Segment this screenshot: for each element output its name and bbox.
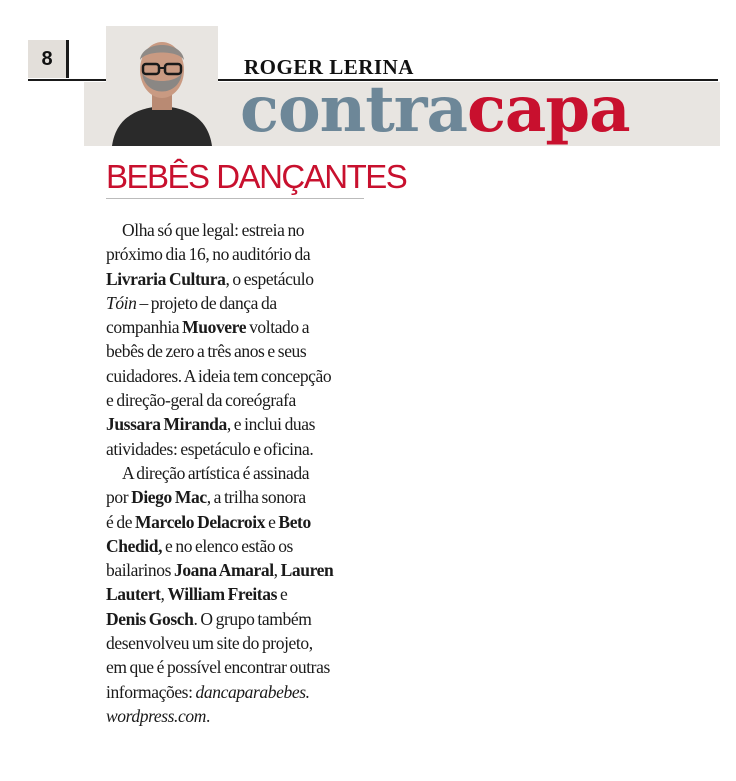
article-text: Livraria Cultura [106,268,226,289]
article-text: Lauren [280,560,334,581]
article-text: . [205,705,210,726]
article-text: Muovere [182,317,247,338]
article-line [106,558,366,582]
article-text: A direção artística é assinada [122,462,310,483]
article-line [106,485,366,509]
article-body [106,218,366,728]
headline: BEBÊS DANÇANTES [106,158,407,195]
article-text: , a trilha sonora [206,487,306,508]
article-line [106,631,366,655]
article-line [106,582,366,606]
section-title-part2: capa [466,72,630,147]
article-line [106,680,366,704]
article-line [106,534,366,558]
article-line [106,218,366,242]
article-text: próximo dia 16, no auditório da [106,244,311,265]
article-text: bebês de zero a três anos e seus [106,341,307,362]
article-line [106,510,366,534]
article-text: Olha só que legal: estreia no [122,220,305,240]
article-line [106,315,366,339]
article-text: e [277,584,288,605]
article-text: e [265,511,279,532]
article-line [106,242,366,266]
article-text: companhia [106,317,183,338]
article-text: atividades: espetáculo e oficina. [106,438,314,459]
article-text: Tóin [106,292,137,313]
article-text: wordpress.com [106,705,206,726]
article-line [106,364,366,388]
author-portrait [106,26,218,146]
article-text: . O grupo também [193,608,312,629]
article-line [106,461,366,485]
article-text: , [273,560,281,581]
article-text: informações: [106,681,196,702]
article-line [106,607,366,631]
article-line [106,655,366,679]
article-line [106,339,366,363]
article-text: Denis Gosch [106,608,194,629]
article-text: , e inclui duas [226,414,316,435]
headline-rule [106,198,364,199]
article-text: Jussara Miranda [106,414,227,435]
article-text: Lautert [106,584,161,605]
section-title-part1: contra [240,72,467,147]
article-line [106,704,366,728]
article-text: bailarinos [106,560,174,581]
article-line [106,437,366,461]
article-line [106,267,366,291]
author-name: ROGER LERINA [244,55,414,79]
article-line [106,412,366,436]
article-text: cuidadores. A ideia tem concepção [106,365,332,386]
article-text: Marcelo Delacroix [135,511,266,532]
article-text: em que é possível encontrar outras [106,657,330,678]
article-line [106,388,366,412]
article-text: voltado a [246,317,310,338]
article-text: por [106,487,132,508]
article-text: e no elenco estão os [162,535,293,556]
article-text: Beto [278,511,311,532]
article-text: – projeto de dança da [136,292,277,313]
article-text: Joana Amaral [173,560,274,581]
section-title [240,70,630,150]
article-text: desenvolveu um site do projeto, [106,633,313,654]
article-text: é de [106,511,136,532]
page-number: 8 [28,40,69,78]
article-text: Chedid, [106,535,163,556]
article-text: , [160,584,168,605]
article-text: William Freitas [167,584,277,605]
article-line [106,291,366,315]
article-text: , o espetáculo [225,268,314,289]
article-text: dancaparabebes. [195,681,310,702]
article-text: e direção-geral da coreógrafa [106,390,296,411]
article-text: Diego Mac [131,487,207,508]
